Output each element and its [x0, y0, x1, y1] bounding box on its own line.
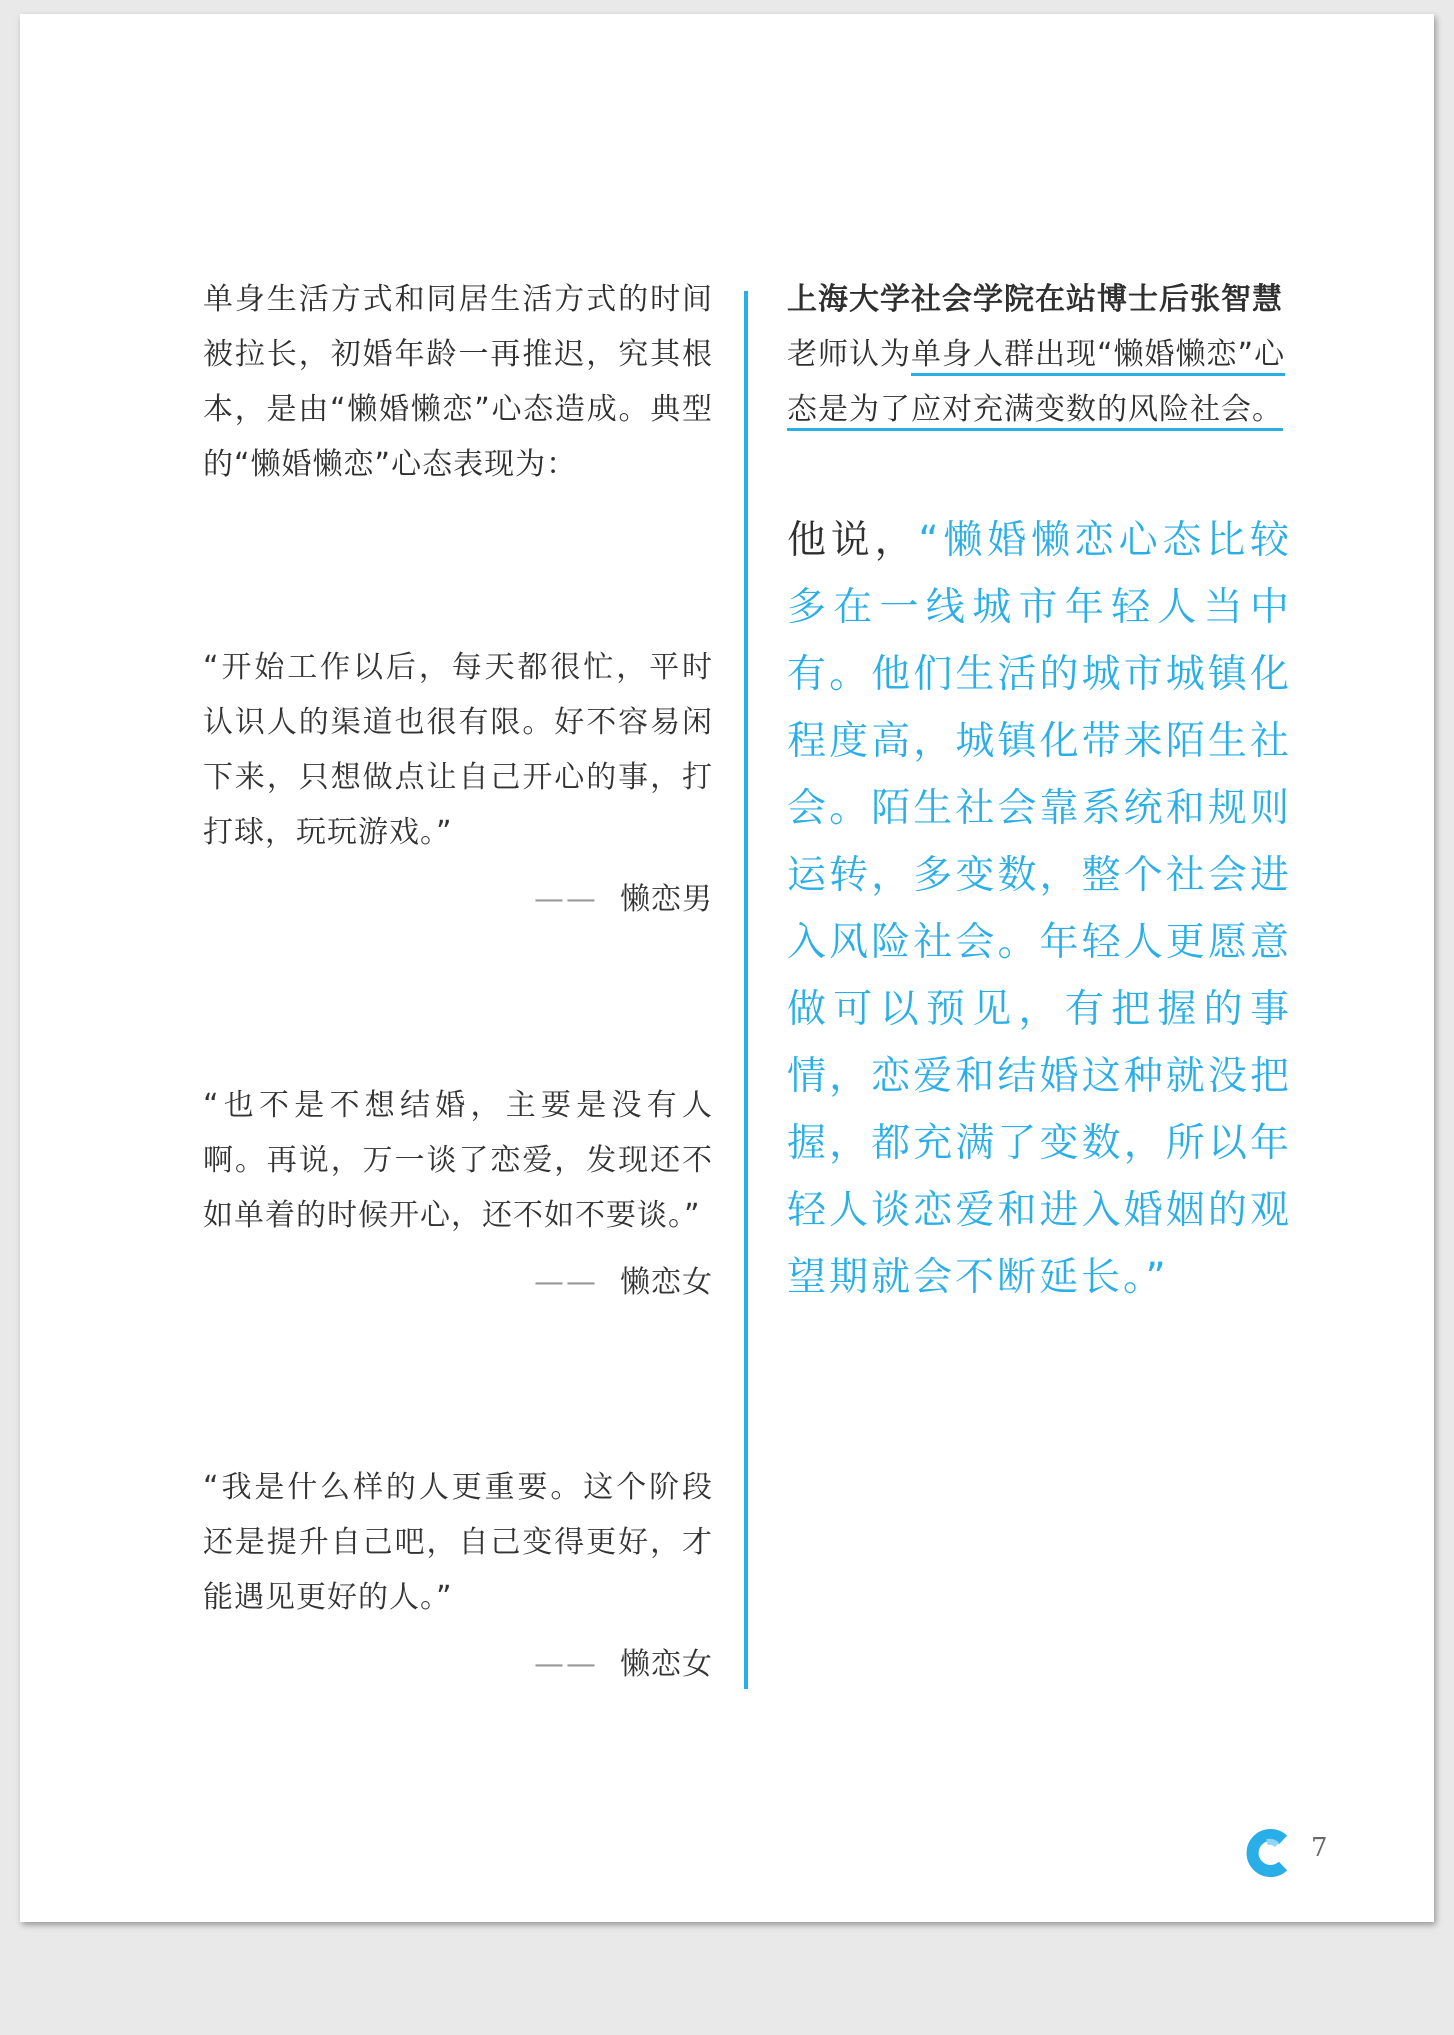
lead-paragraph — [787, 272, 1292, 437]
speech-prefix: 他说， — [787, 518, 919, 563]
quote-1 — [203, 640, 713, 918]
attribution-author: 懒恋男 — [620, 882, 713, 917]
page-number: 7 — [1311, 1833, 1328, 1863]
quote-text: “开始工作以后，每天都很忙，平时认识人的渠道也很有限。好不容易闲下来，只想做点让自己开心的事，打打球，玩玩游戏。” — [203, 650, 713, 850]
quote-attribution — [203, 1639, 713, 1683]
attribution-author: 懒恋女 — [620, 1265, 713, 1300]
right-column — [787, 272, 1292, 1311]
intro-paragraph: 单身生活方式和同居生活方式的时间被拉长，初婚年龄一再推迟，究其根本，是由“懒婚懒恋”心态造成。典型的“懒婚懒恋”心态表现为： — [203, 282, 713, 482]
quote-attribution — [203, 1257, 713, 1301]
speech-quote: “懒婚懒恋心态比较多在一线城市年轻人当中有。他们生活的城市城镇化程度高，城镇化带来陌生社会。陌生社会靠系统和规则运转，多变数，整个社会进入风险社会。年轻人更愿意做可以预见，有把握的事情，恋爱和结婚这种就没把握，都充满了变数，所以年轻人谈恋爱和进入婚姻的观望期就会不断延长。” — [787, 518, 1292, 1300]
quote-text: “也不是不想结婚，主要是没有人啊。再说，万一谈了恋爱，发现还不如单着的时候开心，还不如不要谈。” — [203, 1088, 713, 1233]
c-logo-icon — [1243, 1828, 1293, 1878]
attribution-dash: —— — [534, 1265, 598, 1300]
lead-middle: 老师认为 — [787, 337, 911, 372]
speech-paragraph — [787, 507, 1292, 1311]
attribution-author: 懒恋女 — [620, 1647, 713, 1682]
column-divider — [744, 291, 748, 1689]
attribution-dash: —— — [534, 1647, 598, 1682]
left-column — [203, 272, 713, 492]
quote-2 — [203, 1078, 713, 1301]
document-page — [20, 14, 1434, 1922]
lead-underlined: 单身人群出现“懒婚懒恋”心态是为了应对充满变数的风险社会。 — [787, 337, 1286, 427]
quote-3 — [203, 1460, 713, 1683]
attribution-dash: —— — [534, 882, 598, 917]
quote-attribution — [203, 874, 713, 918]
lead-bold-name: 上海大学社会学院在站博士后张智慧 — [787, 282, 1283, 317]
quote-text: “我是什么样的人更重要。这个阶段还是提升自己吧，自己变得更好，才能遇见更好的人。” — [203, 1470, 713, 1615]
